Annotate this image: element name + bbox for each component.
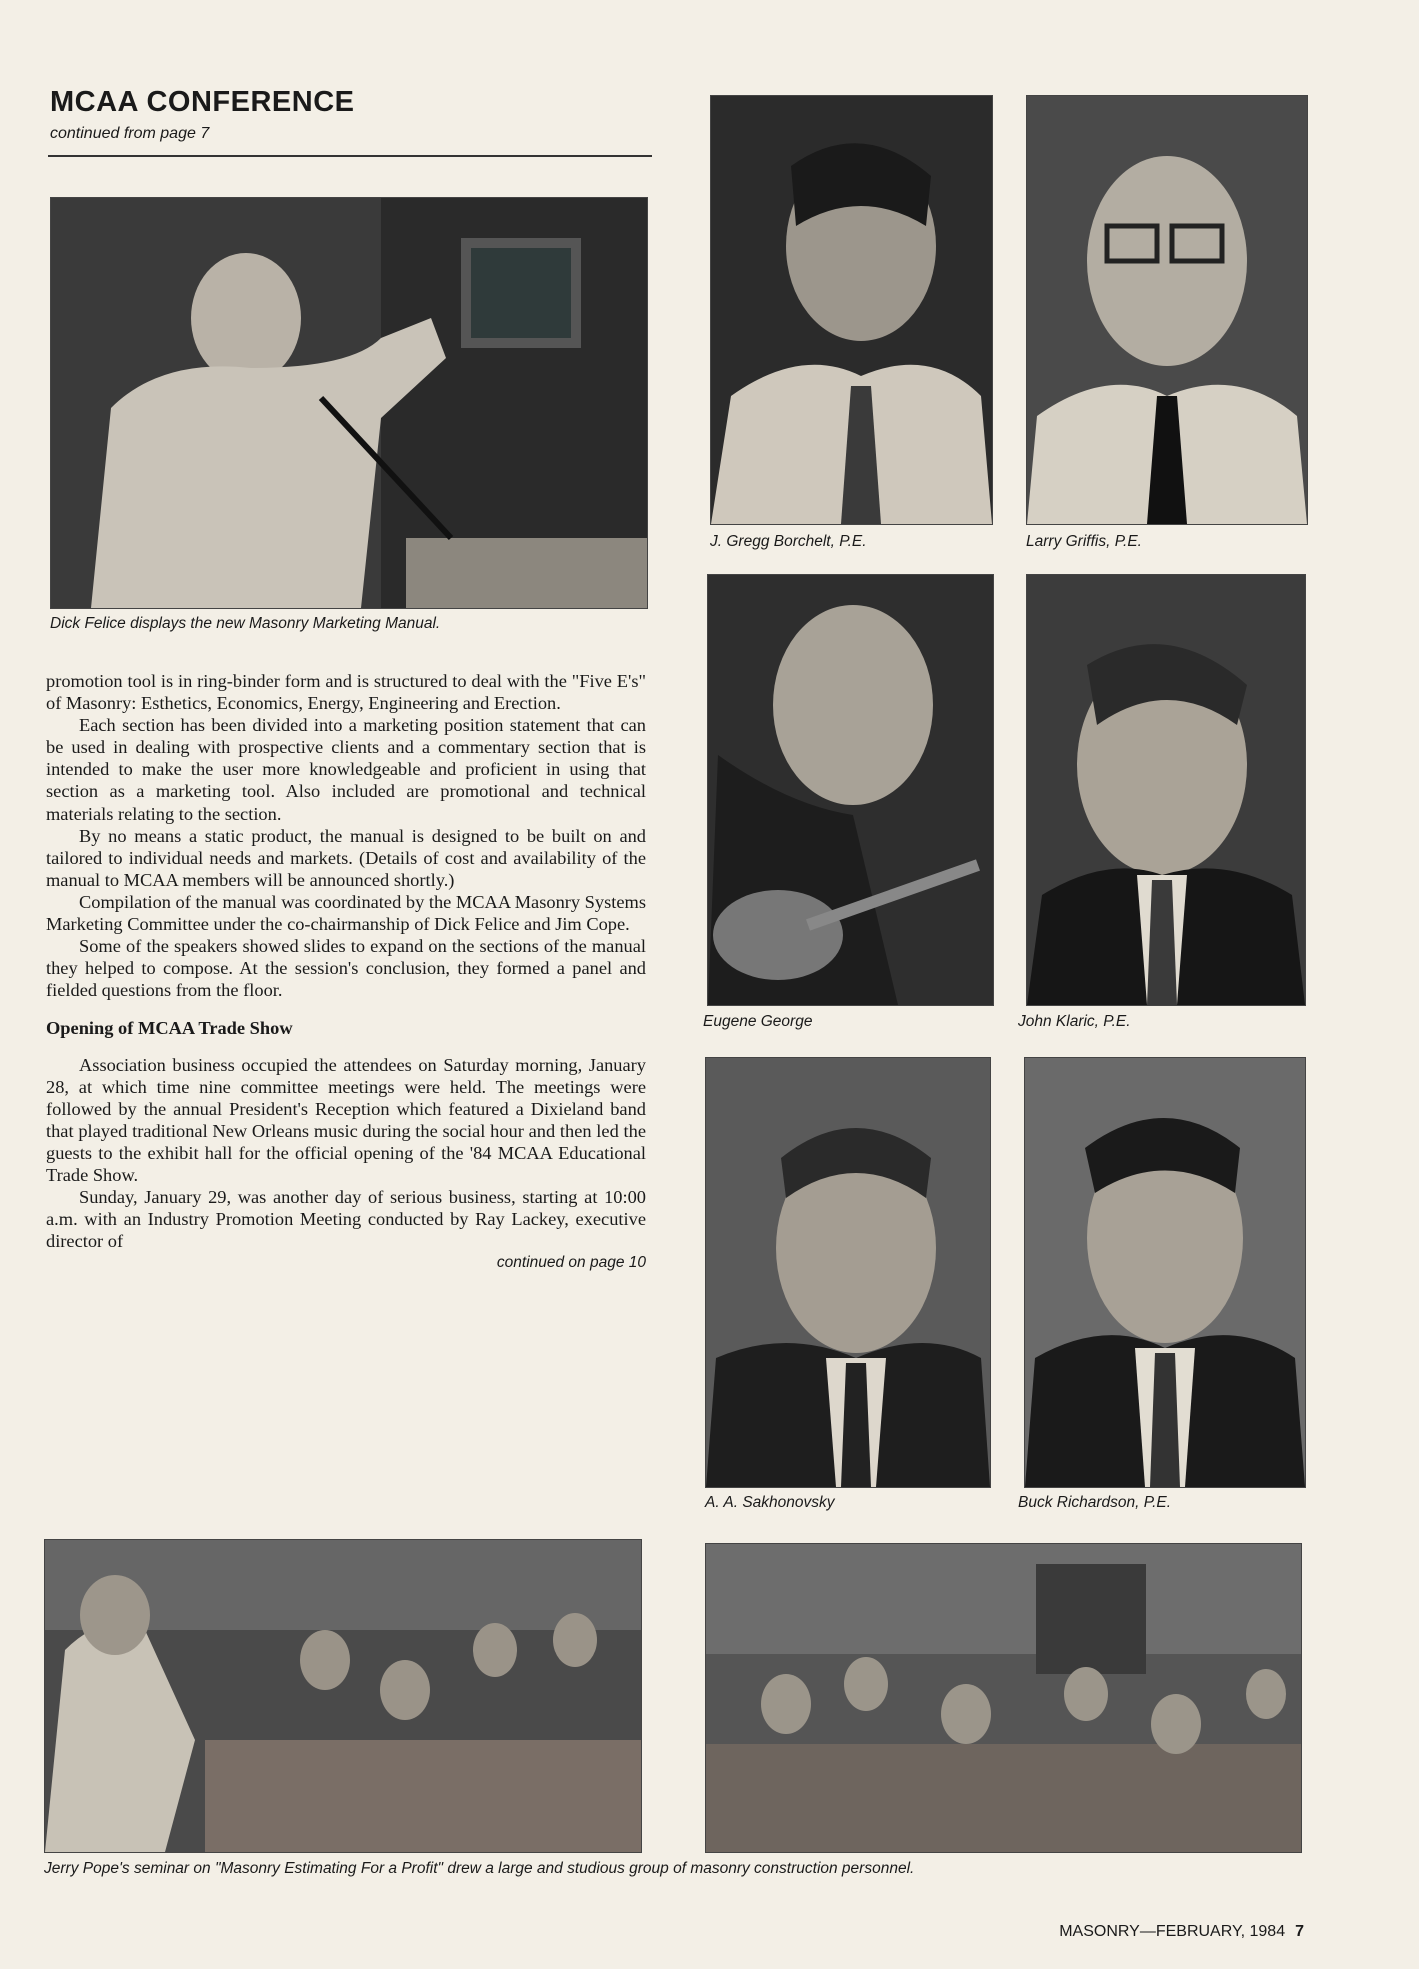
header-rule <box>48 155 652 157</box>
article-paragraph: Compilation of the manual was coordinated by the MCAA Masonry Systems Marketing Committee under the co-chairmanship of Dick Felice and Jim Cope. <box>46 891 646 935</box>
caption-john-klaric: John Klaric, P.E. <box>1018 1013 1131 1030</box>
article-paragraph: promotion tool is in ring-binder form and is structured to deal with the "Five E's" of Masonry: Esthetics, Economics, Energy, Engineering and Erection. <box>46 671 646 714</box>
article-paragraph: Each section has been divided into a marketing position statement that can be used in dealing with prospective clients and a commentary section that is intended to make the user more knowledgeable and proficient in using that section as a marketing tool. Also included are promotional and technical materials relating to the section. <box>46 715 646 824</box>
caption-larry-griffis: Larry Griffis, P.E. <box>1026 533 1142 550</box>
article-paragraph: Sunday, January 29, was another day of serious business, starting at 10:00 a.m. with an Industry Promotion Meeting conducted by Ray Lackey, executive director of <box>46 1187 646 1252</box>
caption-eugene-george: Eugene George <box>703 1013 813 1030</box>
page-number: 7 <box>1295 1923 1304 1940</box>
photo-dick-felice <box>50 197 648 609</box>
photo-j-gregg-borchelt <box>710 95 993 525</box>
photo-buck-richardson <box>1024 1057 1306 1488</box>
continued-on-label: continued on page 10 <box>496 1254 646 1272</box>
page-footer <box>1059 1923 1304 1941</box>
photo-seminar-left <box>44 1539 642 1853</box>
section-title: MCAA CONFERENCE <box>50 86 355 118</box>
photo-a-a-sakhonovsky <box>705 1057 991 1488</box>
photo-seminar-right <box>705 1543 1302 1853</box>
photo-eugene-george <box>707 574 994 1006</box>
photo-john-klaric <box>1026 574 1306 1006</box>
article-body <box>46 670 646 1274</box>
caption-a-a-sakhonovsky: A. A. Sakhonovsky <box>705 1494 835 1511</box>
publication-line: MASONRY—FEBRUARY, 1984 <box>1059 1923 1286 1940</box>
caption-dick-felice: Dick Felice displays the new Masonry Marketing Manual. <box>50 615 441 632</box>
article-subheading: Opening of MCAA Trade Show <box>46 1018 293 1039</box>
article-paragraph: Association business occupied the attendees on Saturday morning, January 28, at which time nine committee meetings were held. The meetings were followed by the annual President's Reception which featured a Dixieland band that played traditional New Orleans music during the social hour and then led the guests to the exhibit hall for the official opening of the '84 MCAA Educational Trade Show. <box>46 1054 646 1185</box>
caption-seminar: Jerry Pope's seminar on "Masonry Estimating For a Profit" drew a large and studious group of masonry construction personnel. <box>44 1860 915 1877</box>
article-paragraph: Some of the speakers showed slides to expand on the sections of the manual they helped to compose. At the session's conclusion, they formed a panel and fielded questions from the floor. <box>46 936 646 1001</box>
caption-buck-richardson: Buck Richardson, P.E. <box>1018 1494 1172 1511</box>
article-paragraph: By no means a static product, the manual is designed to be built on and tailored to individual needs and markets. (Details of cost and availability of the manual to MCAA members will be announced shortly.) <box>46 825 646 890</box>
continued-from-label: continued from page 7 <box>50 125 210 142</box>
caption-j-gregg-borchelt: J. Gregg Borchelt, P.E. <box>710 533 867 550</box>
photo-larry-griffis <box>1026 95 1308 525</box>
